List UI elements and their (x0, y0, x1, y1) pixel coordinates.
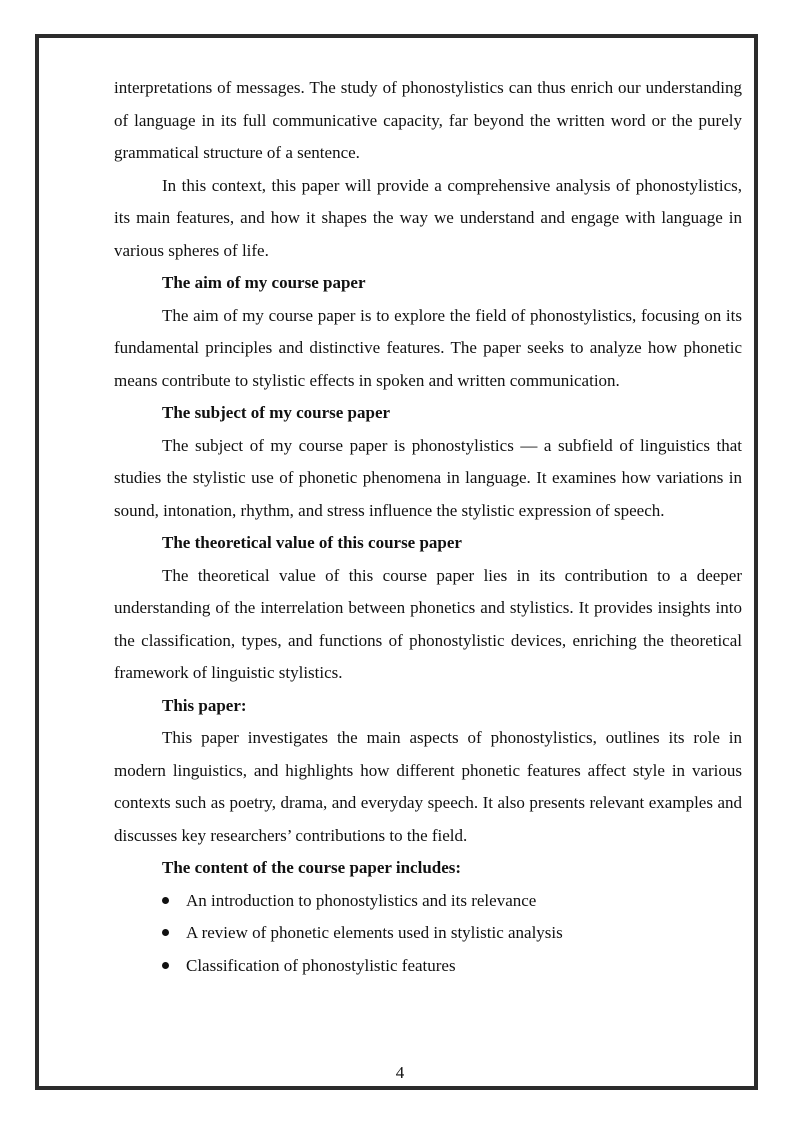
section-text-this-paper: This paper investigates the main aspects of phonostylistics, outlines its role in modern linguistics, and highlights how different phonetic features affect style in various contexts such as poetry, drama, and everyday speech. It also presents relevant examples and discusses key researchers’ contributions to the field. (114, 728, 742, 845)
section-text-aim: The aim of my course paper is to explore the field of phonostylistics, focusing on its fundamental principles and distinctive features. The paper seeks to analyze how phonetic means contribute to stylistic effects in spoken and written communication. (114, 305, 742, 390)
section-heading-this-paper: This paper: (162, 695, 247, 715)
content-list (114, 885, 742, 983)
page-number: 4 (395, 1063, 405, 1082)
list-item-text: A review of phonetic elements used in stylistic analysis (186, 923, 563, 942)
section-heading-theoretical-value: The theoretical value of this course paper (162, 533, 462, 552)
list-item (114, 885, 742, 918)
section-heading-aim: The aim of my course paper (162, 273, 366, 292)
list-item (114, 950, 742, 983)
bullet-icon (162, 962, 169, 969)
section-text-theoretical-value: The theoretical value of this course paper lies in its contribution to a deeper understanding of the interrelation between phonetics and stylistics. It provides insights into the classification, types, and functions of phonostylistic devices, enriching the theoretical framework of linguistic stylistics. (114, 565, 742, 682)
list-item-text: An introduction to phonostylistics and its relevance (186, 890, 537, 910)
paragraph-intro-continued: interpretations of messages. The study of phonostylistics can thus enrich our understanding of language in its full communicative capacity, far beyond the written word or the purely grammatical structure of a sentence. (114, 78, 742, 162)
bullet-icon (162, 929, 169, 936)
content-list-heading: The content of the course paper includes: (162, 858, 462, 877)
document-body (114, 72, 742, 982)
paragraph-context: In this context, this paper will provide a comprehensive analysis of phonostylistics, its main features, and how it shapes the way we understand and engage with language in various spheres of life. (114, 175, 742, 260)
list-item-text: Classification of phonostylistic features (186, 955, 456, 975)
section-heading-subject: The subject of my course paper (162, 403, 391, 422)
list-item (114, 917, 742, 950)
bullet-icon (162, 897, 169, 904)
section-text-subject: The subject of my course paper is phonostylistics — a subfield of linguistics that studies the stylistic use of phonetic phenomena in language. It examines how variations in sound, intonation, rhythm, and stress influence the stylistic expression of speech. (114, 435, 742, 520)
